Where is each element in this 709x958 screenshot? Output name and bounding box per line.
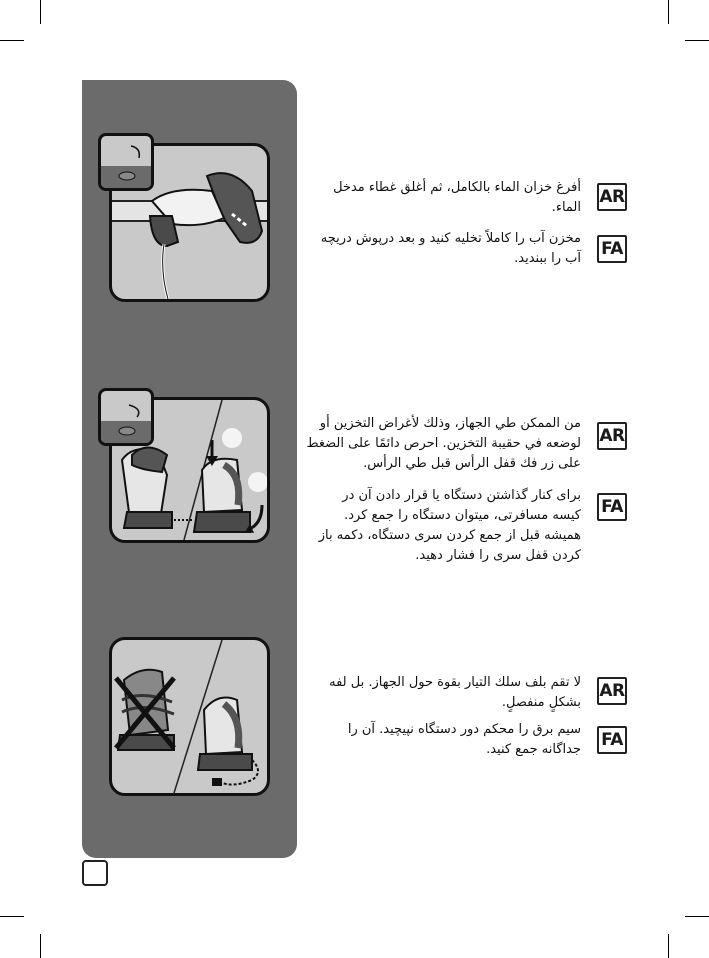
inset-detail-unlock	[98, 388, 154, 446]
instruction-fa-1: مخزن آب را کاملاً تخلیه کنید و بعد درپوش دریچه آب را ببندید.	[320, 231, 581, 266]
panel-pointer	[277, 447, 297, 491]
instruction-ar-2: من الممكن طي الجهاز، وذلك لأغراض التخزين أو لوضعه في حقيبة التخزين. احرص دائمًا على الضغط على زر فك قفل الرأس قبل طي الرأس.	[306, 416, 581, 471]
language-badge-fa: FA	[597, 726, 627, 754]
language-badge-fa: FA	[597, 235, 627, 263]
language-badge-ar: AR	[597, 183, 627, 211]
panel-pointer	[277, 196, 297, 240]
crop-mark	[40, 0, 41, 24]
page-number-box	[82, 860, 108, 886]
cord-storage-illustration	[112, 640, 267, 793]
crop-mark	[40, 934, 41, 958]
crop-mark	[668, 0, 669, 24]
language-badge-ar: AR	[597, 677, 627, 705]
crop-mark	[0, 40, 24, 41]
inset-detail-cap	[98, 133, 154, 191]
panel-pointer	[277, 689, 297, 733]
language-badge-fa: FA	[597, 493, 627, 521]
crop-mark	[668, 934, 669, 958]
language-badge-ar: AR	[597, 422, 627, 450]
crop-mark	[0, 916, 24, 917]
illustration-panel-cord	[109, 637, 270, 796]
crop-mark	[685, 916, 709, 917]
instruction-ar-3: لا تقم بلف سلك التيار بقوة حول الجهاز. بل لفه بشكلٍ منفصلٍ.	[329, 675, 581, 710]
instruction-fa-3: سیم برق را محکم دور دستگاه نپیچید. آن را جداگانه جمع کنید.	[347, 722, 581, 757]
instruction-fa-2: برای کنار گذاشتن دستگاه یا قرار دادن آن در کیسه مسافرتی، میتوان دستگاه را جمع کرد. همیشه قبل از جمع کردن سری دستگاه، دکمه باز کردن قفل سری را فشار دهید.	[318, 488, 581, 563]
instruction-ar-1: أفرغ خزان الماء بالكامل، ثم أغلق غطاء مدخل الماء.	[333, 180, 581, 215]
crop-mark	[685, 40, 709, 41]
